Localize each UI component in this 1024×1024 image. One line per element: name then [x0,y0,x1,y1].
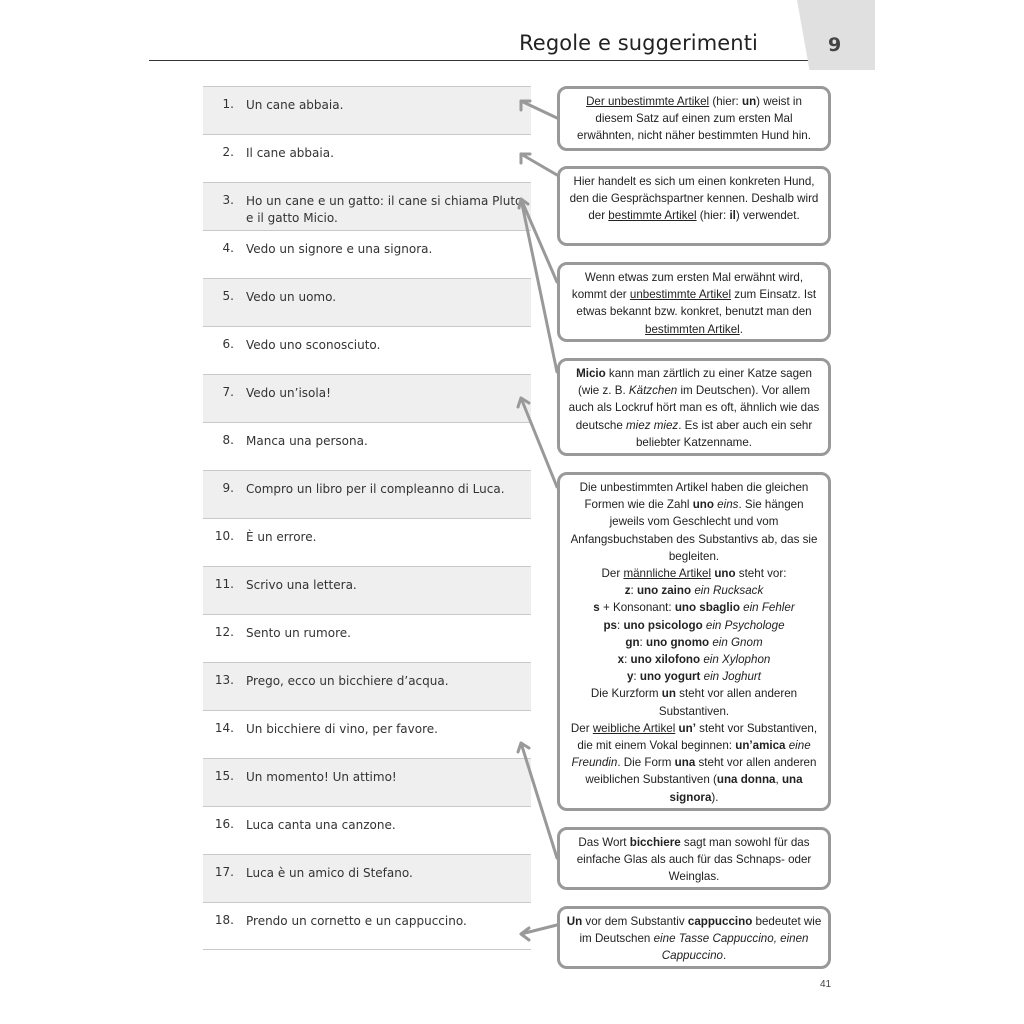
sentence-number: 14. [214,721,234,735]
note-article-forms [557,472,831,811]
sentence-number: 7. [222,385,234,399]
note-text: bestimmten Artikel [645,322,740,336]
note-text: uno [692,498,714,512]
chapter-number: 9 [828,34,842,56]
note-text: un [661,687,676,701]
sentence-text: Manca una persona. [246,434,368,448]
note-first-mention [557,262,831,342]
forms-intro [566,479,822,565]
note-text: Micio [576,367,606,380]
sentence-number: 1. [222,97,234,111]
example-k: z [624,584,631,598]
note-text: un [742,95,757,108]
sentence-number: 17. [214,865,234,879]
note-text: miez miez [626,418,679,432]
note-text: weibliche Artikel [592,721,676,735]
sentence-text: Il cane abbaia. [246,146,334,160]
sentence-text: Prendo un cornetto e un cappuccino. [246,914,467,928]
note-text: (hier: [709,95,742,108]
example-k: y [626,670,634,684]
note-text: Un [566,915,583,928]
note-text: Die Kurzform [590,687,662,701]
example-t: ein Rucksack [694,584,764,598]
note-indefinite-article [557,86,831,151]
sentence-number: 13. [214,673,234,687]
note-text: . [723,949,727,963]
sentence-text: Sento un rumore. [246,626,351,640]
note-text: ). [711,790,719,804]
sentence-text: Un bicchiere di vino, per favore. [246,722,438,736]
note-text: . [739,322,743,336]
sentence-number: 10. [214,529,234,543]
note-text: ) weist in diesem Satz auf einen zum ersten Mal erwähnten, nicht näher bestimmten Hund hin. [577,95,811,143]
note-text: Der [601,567,624,581]
note-text: , [775,773,782,787]
example-k: s [593,601,600,615]
note-text: eine Freundin [571,739,811,770]
example-k: x [617,653,625,667]
note-definite-article [557,166,831,246]
example-line [566,599,822,616]
page-title: Regole e suggerimenti [519,31,758,55]
note-text: una signora [669,773,803,804]
sentence-text: Luca è un amico di Stefano. [246,866,413,880]
page-number: 41 [820,979,832,990]
note-text: Wenn etwas zum ersten Mal erwähnt wird, kommt der [571,271,804,302]
example-sep: : [633,670,640,684]
note-text: ) verwendet. [735,209,800,223]
example-w: uno xilofono [630,653,701,667]
sentence-number: 8. [222,433,234,447]
sentence-text: Vedo un uomo. [246,290,337,304]
example-sep: : [624,653,631,667]
note-text: steht vor allen anderen Substantiven. [658,687,798,718]
forms-masculine [566,565,822,582]
note-micio [557,358,831,456]
note-text: una [674,756,696,770]
note-text: Der [570,721,593,735]
note-text: eins [717,498,739,512]
forms-feminine [566,720,822,806]
note-text: Das Wort [578,836,630,849]
note-bicchiere [557,827,831,890]
note-text: Hier handelt es sich um einen konkreten Hund, den die Gesprächspartner kennen. Deshalb wird der [569,175,819,223]
example-line [566,617,822,634]
sentence-text: Ho un cane e un gatto: il cane si chiama Pluto e il gatto Micio. [246,194,523,225]
sentence-number: 16. [214,817,234,831]
example-t: ein Gnom [712,635,763,649]
example-w: uno gnomo [646,635,710,649]
sentence-number: 5. [222,289,234,303]
example-sep: : [630,584,637,598]
note-text: il [729,209,736,223]
example-line [566,651,822,668]
note-text: un’ [678,721,696,735]
note-text: zum Einsatz. Ist etwas bekannt bzw. konkret, benutzt man den [576,288,817,319]
note-text: . Sie hängen jeweils vom Geschlecht und vom Anfangsbuchstaben des Substantivs ab, das sie begleiten. [570,498,818,563]
example-t: ein Joghurt [703,670,762,684]
sentence-text: Un cane abbaia. [246,98,344,112]
note-text: bestimmte Artikel [608,209,697,223]
sentence-number: 6. [222,337,234,351]
sentence-number: 4. [222,241,234,255]
example-sep: : [639,635,646,649]
example-line [566,634,822,651]
sentence-number: 15. [214,769,234,783]
sentence-text: Vedo uno sconosciuto. [246,338,381,352]
note-text: uno [714,567,736,581]
sentence-text: Luca canta una canzone. [246,818,396,832]
sentence-number: 12. [214,625,234,639]
example-sep: + Konsonant: [599,601,675,615]
note-text: kann man zärtlich zu einer Katze sagen (wie z. B. [578,367,812,398]
sentence-text: Scrivo una lettera. [246,578,357,592]
note-text: männliche Artikel [623,567,712,581]
note-text: steht vor allen anderen weiblichen Substantiven ( [585,756,817,787]
note-text: cappuccino [687,915,753,928]
example-w: uno sbaglio [674,601,740,615]
sentence-text: È un errore. [246,530,317,544]
note-text: im Deutschen). Vor allem auch als Lockruf hört man es oft, ähnlich wie das deutsche [568,384,820,432]
note-text: bicchiere [629,836,681,849]
note-text: sagt man sowohl für das einfache Glas als auch für das Schnaps- oder Weinglas. [576,836,812,884]
sentence-text: Prego, ecco un bicchiere d’acqua. [246,674,449,688]
sentence-number: 9. [222,481,234,495]
example-t: ein Fehler [743,601,795,615]
example-k: gn [625,635,640,649]
example-line [566,668,822,685]
note-text: bedeutet wie im Deutschen [579,915,822,946]
note-text: unbestimmte Artikel [629,288,732,302]
sentence-text: Compro un libro per il compleanno di Luca. [246,482,505,496]
note-text: Die unbestimmten Artikel haben die gleichen Formen wie die Zahl [579,481,809,512]
example-w: uno zaino [636,584,692,598]
example-w: uno yogurt [639,670,701,684]
sentence-number: 3. [222,193,234,207]
note-text: steht vor Substantiven, die mit einem Vokal beginnen: [577,721,818,753]
note-text: una donna [716,773,776,787]
example-k: ps [603,618,617,632]
example-line [566,582,822,599]
sentence-number: 18. [214,913,234,927]
example-t: ein Xylophon [703,653,771,667]
forms-examples [566,582,822,685]
example-t: ein Psychologe [705,618,785,632]
note-text: Kätzchen [628,384,678,398]
sentence-text: Vedo un signore e una signora. [246,242,433,256]
note-text: . Die Form [617,756,675,770]
note-cappuccino [557,906,831,969]
example-w: uno psicologo [623,618,703,632]
note-text: steht vor: [735,567,787,581]
sentence-number: 2. [222,145,234,159]
note-text: vor dem Substantiv [582,915,688,928]
note-text: (hier: [696,209,730,223]
note-text: eine Tasse Cappuccino, einen Cappuccino [653,932,809,963]
sentence-number: 11. [214,577,234,591]
forms-short [566,685,822,719]
note-text: un’amica [735,739,786,753]
example-sep: : [616,618,624,632]
sentence-text: Vedo un’isola! [246,386,331,400]
sentence-text: Un momento! Un attimo! [246,770,397,784]
note-text: . Es ist aber auch ein sehr beliebter Katzenname. [635,418,813,449]
note-text: Der unbestimmte Artikel [586,95,710,108]
